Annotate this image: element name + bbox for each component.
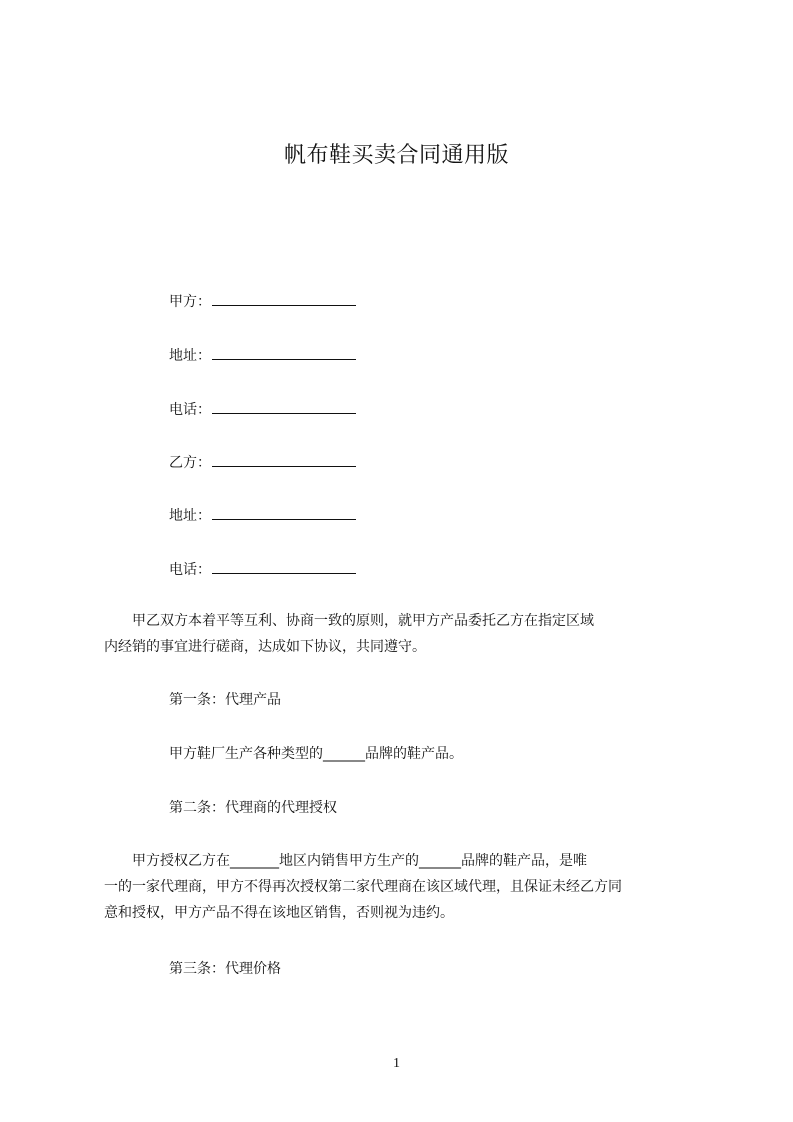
paragraph-line: 甲乙双方本着平等互利、协商一致的原则，就甲方产品委托乙方在指定区域 xyxy=(104,613,594,629)
paragraph-line: 甲方授权乙方在_______地区内销售甲方生产的______品牌的鞋产品，是唯 xyxy=(104,853,587,869)
field-label: 电话： xyxy=(169,402,211,418)
page-number: 1 xyxy=(393,1056,400,1071)
article-2-heading: 第二条：代理商的代理授权 xyxy=(169,800,337,816)
party-b-address-field xyxy=(169,505,356,526)
field-label: 乙方： xyxy=(169,455,211,471)
blank-line xyxy=(212,291,356,306)
field-label: 甲方： xyxy=(169,294,211,310)
article-2-paragraph xyxy=(104,848,699,926)
document-title: 帆布鞋买卖合同通用版 xyxy=(283,143,509,168)
intro-paragraph xyxy=(104,608,699,660)
blank-line xyxy=(212,345,356,360)
party-b-phone-field xyxy=(169,559,356,580)
article-1-text: 甲方鞋厂生产各种类型的______品牌的鞋产品。 xyxy=(169,746,463,762)
paragraph-line: 一的一家代理商，甲方不得再次授权第二家代理商在该区域代理，且保证未经乙方同 xyxy=(104,879,622,895)
blank-line xyxy=(212,559,356,574)
party-a-address-field xyxy=(169,345,356,366)
party-a-name-field xyxy=(169,291,356,312)
field-label: 电话： xyxy=(169,562,211,578)
party-a-phone-field xyxy=(169,399,356,420)
article-3-heading: 第三条：代理价格 xyxy=(169,961,281,977)
blank-line xyxy=(212,452,356,467)
paragraph-line: 内经销的事宜进行磋商，达成如下协议，共同遵守。 xyxy=(104,639,426,655)
blank-line xyxy=(212,505,356,520)
party-b-name-field xyxy=(169,452,356,473)
article-1-heading: 第一条：代理产品 xyxy=(169,692,281,708)
field-label: 地址： xyxy=(169,348,211,364)
paragraph-line: 意和授权，甲方产品不得在该地区销售，否则视为违约。 xyxy=(104,905,454,921)
field-label: 地址： xyxy=(169,508,211,524)
blank-line xyxy=(212,399,356,414)
